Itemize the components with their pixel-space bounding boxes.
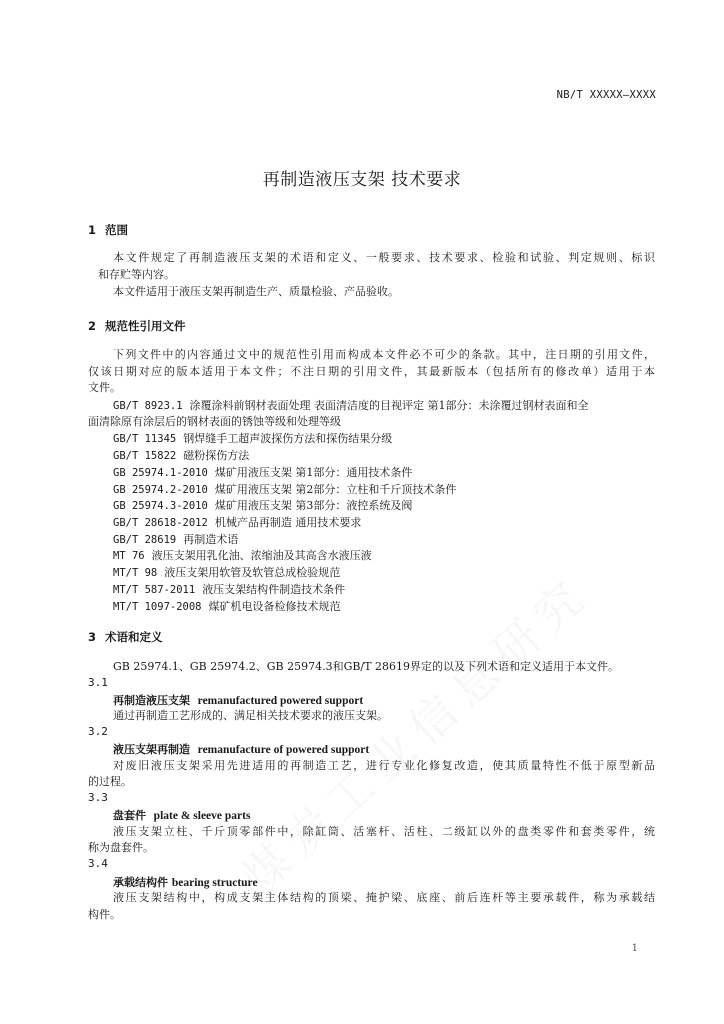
section-number: 3 [88,630,97,644]
term-en: bearing structure [171,877,258,889]
reference-item [113,514,361,530]
reference-code: GB 25974.1-2010 [113,467,208,479]
term-zh: 液压支架再制造 [113,743,190,756]
section-title: 规范性引用文件 [105,319,186,333]
reference-item [113,581,345,597]
term-number: 3.3 [88,791,108,804]
page-number: 1 [631,943,638,954]
reference-title: 煤矿用液压支架 第2部分：立柱和千斤顶技术条件 [214,483,457,496]
reference-title: 机械产品再制造 通用技术要求 [214,516,362,529]
reference-title: 再制造术语 [183,533,239,546]
reference-code: GB/T 11345 [113,433,177,445]
scope-paragraph-1-line-2: 和存贮等内容。 [98,268,175,281]
references-intro-line-1: 下列文件中的内容通过文中的规范性引用而构成本文件必不可少的条款。其中，注日期的引用文件， [113,348,655,361]
reference-code: GB/T 28619 [113,534,177,546]
scope-paragraph-2: 本文件适用于液压支架再制造生产、质量检验、产品验收。 [113,285,399,298]
term-en: remanufacture of powered support [197,744,370,756]
term-heading [113,741,369,757]
term-zh: 再制造液压支架 [113,694,190,707]
reference-code: MT/T 98 [113,567,158,579]
term-en: plate & sleeve parts [153,810,251,822]
term-number: 3.1 [88,676,108,689]
reference-code: GB/T 8923.1 [113,400,183,412]
reference-item-continuation [88,413,341,429]
term-definition: 通过再制造工艺形成的、满足相关技术要求的液压支架。 [113,709,388,722]
reference-item [113,547,372,563]
reference-item [113,564,340,580]
scope-paragraph-1-line-1: 本文件规定了再制造液压支架的术语和定义、一般要求、技术要求、检验和试验、判定规则、标识 [113,251,655,264]
reference-item [113,481,456,497]
term-definition-line-1: 对废旧液压支架采用先进适用的再制造工艺，进行专业化修复改造，使其质量特性不低于原型新品 [113,759,655,772]
reference-title: 煤矿用液压支架 第1部分：通用技术条件 [214,466,413,479]
reference-title: 磁粉探伤方法 [183,449,250,462]
section-number: 1 [88,223,97,237]
reference-item [113,397,589,413]
reference-code: GB/T 28618-2012 [113,517,208,529]
term-heading [113,692,363,708]
standard-code: NB/T XXXXX—XXXX [556,89,656,101]
term-definition-line-2: 构件。 [88,908,121,921]
section-number: 2 [88,319,97,333]
term-heading [113,874,258,890]
term-definition-line-1: 液压支架立柱、千斤顶零部件中，除缸筒、活塞杆、活柱、二级缸以外的盘类零件和套类零件，统 [113,825,655,838]
reference-title: 液压支架结构件制造技术条件 [202,583,346,596]
section-3-heading [88,629,163,645]
term-heading [113,807,250,823]
term-number: 3.2 [88,725,108,738]
term-number: 3.4 [88,857,108,870]
reference-title: 液压支架用乳化油、浓缩油及其高含水液压液 [151,549,372,562]
section-title: 范围 [105,223,128,237]
reference-item [113,531,238,547]
reference-item [113,464,412,480]
reference-item [113,447,249,463]
term-zh: 承载结构件 [113,876,168,889]
reference-title: 煤矿机电设备检修技术规范 [208,600,341,613]
term-definition-line-2: 称为盘套件。 [88,841,154,854]
reference-code: GB/T 15822 [113,450,177,462]
reference-title: 面清除原有涂层后的钢材表面的锈蚀等级和处理等级 [88,415,341,428]
reference-code: GB 25974.2-2010 [113,484,208,496]
section-1-heading [88,222,128,238]
reference-code: MT/T 1097-2008 [113,601,202,613]
term-definition-line-2: 的过程。 [88,775,132,788]
reference-title: 钢焊缝手工超声波探伤方法和探伤结果分级 [183,432,393,445]
term-en: remanufactured powered support [197,695,364,707]
document-title: 再制造液压支架 技术要求 [262,170,462,190]
reference-code: MT/T 587-2011 [113,584,196,596]
term-definition-line-1: 液压支架结构中，构成支架主体结构的顶梁、掩护梁、底座、前后连杆等主要承载件，称为承载结 [113,891,655,904]
references-intro-line-3: 文件。 [88,381,121,394]
term-zh: 盘套件 [113,809,146,822]
reference-code: GB 25974.3-2010 [113,500,208,512]
section-2-heading [88,318,186,334]
reference-item [113,430,392,446]
reference-code: MT 76 [113,550,145,562]
reference-title: 涂覆涂料前钢材表面处理 表面清洁度的目视评定 第1部分：未涂覆过钢材表面和全 [189,399,589,412]
reference-title: 煤矿用液压支架 第3部分：液控系统及阀 [214,499,413,512]
reference-title: 液压支架用软管及软管总成检验规范 [164,566,341,579]
reference-item [113,497,412,513]
terms-intro: GB 25974.1、GB 25974.2、GB 25974.3和GB/T 28619界定的以及下列术语和定义适用于本文件。 [113,660,619,673]
references-intro-line-2: 仅该日期对应的版本适用于本文件；不注日期的引用文件，其最新版本（包括所有的修改单）适用于本 [88,365,655,378]
section-title: 术语和定义 [105,630,163,644]
reference-item [113,598,341,614]
